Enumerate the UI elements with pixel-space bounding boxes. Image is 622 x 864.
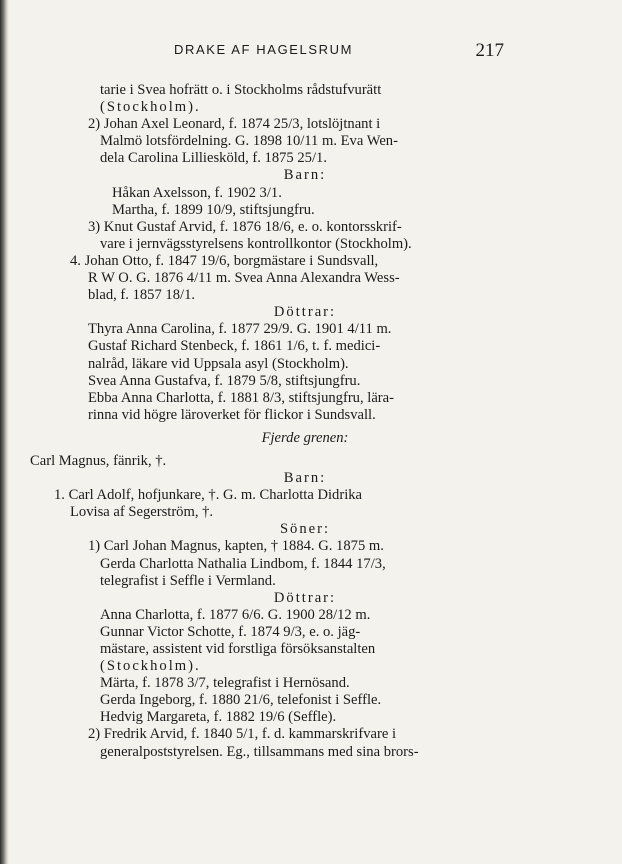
section-heading: Barn:	[283, 470, 327, 487]
text-line: Lovisa af Segerström, †.	[70, 504, 214, 521]
text-line: tarie i Svea hofrätt o. i Stockholms rådstufvurätt	[100, 82, 382, 98]
text-line: Hedvig Margareta, f. 1882 19/6 (Seffle).	[100, 709, 337, 726]
text-line: vare i jernvägsstyrelsens kontrollkontor (Stockholm).	[100, 235, 412, 252]
text-line: 1. Carl Adolf, hofjunkare, †. G. m. Charlotta Didrika	[54, 487, 363, 504]
text-line: Anna Charlotta, f. 1877 6/6. G. 1900 28/12 m.	[100, 606, 371, 623]
text-line: Gustaf Richard Stenbeck, f. 1861 1/6, t. f. medici-	[88, 338, 381, 355]
text-line: (Stockholm).	[100, 99, 201, 116]
text-line: Malmö lotsfördelning. G. 1898 10/11 m. Eva Wen-	[100, 133, 398, 150]
text-line: 1) Carl Johan Magnus, kapten, † 1884. G. 1875 m.	[88, 538, 384, 555]
section-heading: Barn:	[283, 167, 327, 184]
text-line: Gerda Charlotta Nathalia Lindbom, f. 1844 17/3,	[100, 555, 386, 572]
text-line: Svea Anna Gustafva, f. 1879 5/8, stiftsjungfru.	[88, 372, 361, 389]
text-line: Håkan Axelsson, f. 1902 3/1.	[112, 184, 282, 201]
text-line: mästare, assistent vid forstliga försöksanstalten	[100, 641, 376, 657]
text-line: Gunnar Victor Schotte, f. 1874 9/3, e. o. jäg-	[100, 623, 361, 640]
text-line: dela Carolina Lilliesköld, f. 1875 25/1.	[100, 150, 327, 167]
text-line: (Stockholm).	[100, 658, 201, 675]
text-line: Märta, f. 1878 3/7, telegrafist i Hernösand.	[100, 675, 350, 692]
running-title: DRAKE AF HAGELSRUM	[174, 42, 354, 57]
section-heading: Döttrar:	[273, 304, 337, 321]
text-line: 2) Johan Axel Leonard, f. 1874 25/3, lotslöjtnant i	[88, 116, 381, 133]
text-line: R W O. G. 1876 4/11 m. Svea Anna Alexandra Wess-	[88, 270, 400, 287]
text-line: 3) Knut Gustaf Arvid, f. 1876 18/6, e. o. kontorsskrif-	[88, 218, 402, 235]
text-line: rinna vid högre läroverket för flickor i Sundsvall.	[88, 406, 376, 423]
page-number: 217	[475, 40, 504, 61]
text-line: Ebba Anna Charlotta, f. 1881 8/3, stiftsjungfru, lära-	[88, 389, 394, 406]
text-line: 2) Fredrik Arvid, f. 1840 5/1, f. d. kammarskrifvare i	[88, 726, 397, 743]
text-line: Carl Magnus, fänrik, †.	[30, 452, 167, 469]
text-line: 4. Johan Otto, f. 1847 19/6, borgmästare i Sundsvall,	[70, 252, 379, 269]
page-spine-shadow	[0, 0, 9, 864]
branch-heading: Fjerde grenen:	[261, 429, 349, 446]
text-line: blad, f. 1857 18/1.	[88, 287, 196, 304]
text-line: Martha, f. 1899 10/9, stiftsjungfru.	[112, 201, 315, 218]
section-heading: Söner:	[279, 521, 331, 538]
text-line: generalpoststyrelsen. Eg., tillsammans med sina brors-	[100, 743, 419, 760]
text-line: Thyra Anna Carolina, f. 1877 29/9. G. 1901 4/11 m.	[88, 321, 392, 338]
text-line: Gerda Ingeborg, f. 1880 21/6, telefonist i Seffle.	[100, 692, 382, 709]
page-body	[30, 82, 540, 761]
text-line: telegrafist i Seffle i Vermland.	[100, 572, 276, 589]
section-heading: Döttrar:	[273, 589, 337, 606]
text-line: nalråd, läkare vid Uppsala asyl (Stockholm).	[88, 355, 349, 372]
page-header	[174, 40, 504, 62]
